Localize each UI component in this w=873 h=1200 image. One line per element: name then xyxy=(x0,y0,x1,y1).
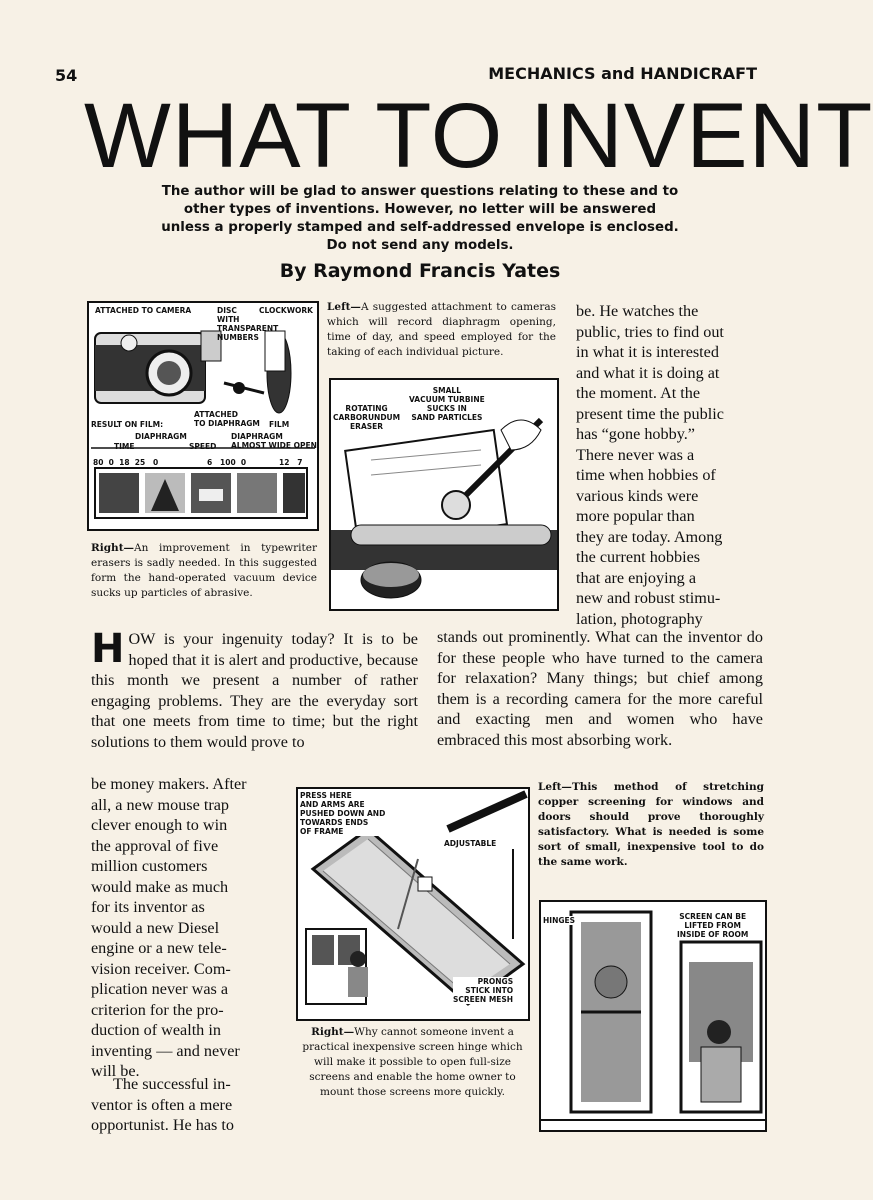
screen-stretching-figure xyxy=(296,787,530,1021)
label-diaphragm: DIAPHRAGM xyxy=(135,432,187,441)
article-intro-paragraph: HOW is your ingenuity today? It is to be hoped that it is alert and productive, because this month we present a number of rather engaging problems. They are the everyday sort that one meets from time to time; but the right solutions to them would prove to xyxy=(91,626,418,751)
magazine-title: MECHANICS and HANDICRAFT xyxy=(488,64,757,83)
right-column-middle: stands out prominently. What can the inventor do for these people who have turned to the camera for relaxation? Many things; but chief among them is a recording camera for the more careful and exacting men and women who have embraced this most absorbing work. xyxy=(437,628,763,749)
label-rotating-eraser: ROTATING CARBORUNDUM ERASER xyxy=(333,404,401,431)
left-column-end: The successful in- ventor is often a mere opportunist. He has to xyxy=(91,1075,234,1134)
label-almost-open: DIAPHRAGM ALMOST WIDE OPEN xyxy=(231,432,317,450)
page-number: 54 xyxy=(55,66,78,85)
label-lift-screen: SCREEN CAN BE LIFTED FROM INSIDE OF ROOM xyxy=(677,912,749,939)
intro-note: The author will be glad to answer questions relating to these and to other types of inventions. However, no letter will be answered unless a properly stamped and self-addressed envelope is enclosed. Do not send any models. xyxy=(161,184,679,253)
label-result-on-film: RESULT ON FILM: xyxy=(91,420,164,429)
screen-stretching-caption: Right—Why cannot someone invent a practical inexpensive screen hinge which will make it possible to open full-size screens and enable the home owner to mount those screens more quickly. xyxy=(302,1026,523,1098)
label-press-here: PRESS HERE AND ARMS ARE PUSHED DOWN AND TOWARDS ENDS OF FRAME xyxy=(300,791,386,836)
screen-hinge-caption: Left—This method of stretching copper screening for windows and doors should prove thoroughly satisfactory. What is needed is some sort of small, inexpensive tool to do the same work. xyxy=(538,781,764,868)
right-column-top: be. He watches the public, tries to find out in what it is interested and what it is doing at the moment. At the present time the public has “gone hobby.” There never was a time when hobbies of various kinds were more popular than they are today. Among the current hobbies that are enjoying a new and robust stimu- lation, photography xyxy=(576,302,724,628)
label-disc: DISC WITH TRANSPARENT NUMBERS xyxy=(217,306,279,342)
typewriter-figure xyxy=(329,378,559,611)
byline: By Raymond Francis Yates xyxy=(279,260,561,282)
typewriter-caption: Right—An improvement in typewriter erasers is sadly needed. In this suggested form the hand-operated vacuum device sucks up particles of abrasive. xyxy=(91,542,317,599)
label-clockwork: CLOCKWORK xyxy=(259,306,313,315)
label-vacuum-turbine: SMALL VACUUM TURBINE SUCKS IN SAND PARTICLES xyxy=(409,386,485,422)
frame-numbers-1: 80 0 18 25 0 xyxy=(93,458,159,467)
article-title: WHAT TO INVENT xyxy=(84,85,873,187)
label-hinges: HINGES xyxy=(543,916,576,925)
frame-numbers-3: 12 7 xyxy=(279,458,303,467)
narrow-column: be money makers. After all, a new mouse trap clever enough to win the approval of five million customers would make as much for its inventor as would a new Diesel engine or a new tele- vision receiver. Com- plication never was a criterion for the pro- duction of wealth in inventing — and never will be. xyxy=(91,775,247,1080)
label-adjustable: ADJUSTABLE xyxy=(444,839,497,848)
label-attached-camera: ATTACHED TO CAMERA xyxy=(95,306,192,315)
label-attached-diaphragm: ATTACHED TO DIAPHRAGM xyxy=(194,410,260,428)
camera-caption: Left—A suggested attachment to cameras which will record diaphragm opening, time of day, and speed employed for the taking of each individual picture. xyxy=(327,301,556,358)
drop-cap: H xyxy=(91,626,125,672)
screen-hinge-figure xyxy=(539,900,767,1132)
frame-numbers-2: 6 100 0 xyxy=(207,458,247,467)
camera-attachment-figure xyxy=(87,301,319,531)
label-time: TIME xyxy=(114,442,135,451)
label-speed: SPEED xyxy=(189,442,217,451)
label-film: FILM xyxy=(269,420,290,429)
label-prongs: PRONGS STICK INTO SCREEN MESH xyxy=(453,977,514,1004)
